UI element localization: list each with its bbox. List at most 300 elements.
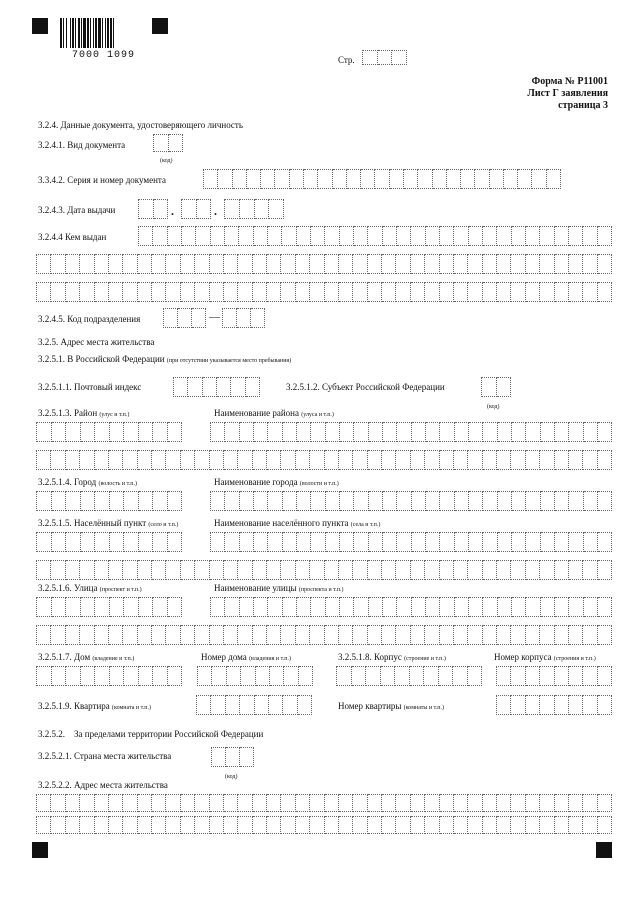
char-cell[interactable]: [483, 532, 497, 552]
char-cell[interactable]: [382, 625, 396, 645]
char-cell[interactable]: [225, 597, 239, 617]
char-cell[interactable]: [583, 282, 597, 302]
char-cell[interactable]: [224, 450, 238, 470]
char-cell[interactable]: [81, 422, 96, 442]
char-cell[interactable]: [497, 282, 511, 302]
char-cell[interactable]: [404, 169, 418, 189]
char-cell[interactable]: [224, 560, 238, 580]
char-cell[interactable]: [426, 597, 440, 617]
char-cell[interactable]: [439, 666, 454, 686]
char-cell[interactable]: [411, 794, 425, 812]
char-cell[interactable]: [283, 532, 297, 552]
char-cell[interactable]: [225, 491, 239, 511]
char-cell[interactable]: [598, 532, 612, 552]
char-cell[interactable]: [354, 597, 368, 617]
char-cell[interactable]: [498, 532, 512, 552]
char-cell[interactable]: [153, 134, 169, 152]
char-cell[interactable]: [139, 666, 154, 686]
char-cell[interactable]: [138, 282, 152, 302]
char-cell[interactable]: [110, 666, 125, 686]
char-cell[interactable]: [95, 666, 110, 686]
char-cell[interactable]: [240, 422, 254, 442]
char-cell[interactable]: [496, 695, 511, 715]
char-cell[interactable]: [454, 450, 468, 470]
doc-series-number-field[interactable]: [203, 169, 561, 189]
char-cell[interactable]: [296, 816, 310, 834]
char-cell[interactable]: [182, 226, 196, 246]
char-cell[interactable]: [218, 169, 232, 189]
char-cell[interactable]: [95, 794, 109, 812]
char-cell[interactable]: [318, 169, 332, 189]
char-cell[interactable]: [51, 794, 65, 812]
char-cell[interactable]: [425, 450, 439, 470]
char-cell[interactable]: [511, 625, 525, 645]
char-cell[interactable]: [397, 422, 411, 442]
char-cell[interactable]: [109, 560, 123, 580]
char-cell[interactable]: [469, 532, 483, 552]
char-cell[interactable]: [598, 422, 612, 442]
char-cell[interactable]: [227, 666, 241, 686]
char-cell[interactable]: [366, 666, 381, 686]
char-cell[interactable]: [469, 597, 483, 617]
char-cell[interactable]: [124, 491, 139, 511]
char-cell[interactable]: [52, 491, 67, 511]
char-cell[interactable]: [238, 254, 252, 274]
char-cell[interactable]: [454, 282, 468, 302]
char-cell[interactable]: [468, 450, 482, 470]
char-cell[interactable]: [51, 816, 65, 834]
char-cell[interactable]: [281, 794, 295, 812]
char-cell[interactable]: [197, 199, 212, 219]
char-cell[interactable]: [169, 134, 184, 152]
char-cell[interactable]: [411, 625, 425, 645]
char-cell[interactable]: [326, 491, 340, 511]
char-cell[interactable]: [311, 597, 325, 617]
char-cell[interactable]: [284, 666, 298, 686]
char-cell[interactable]: [166, 450, 180, 470]
char-cell[interactable]: [197, 666, 212, 686]
char-cell[interactable]: [540, 226, 554, 246]
char-cell[interactable]: [455, 532, 469, 552]
char-cell[interactable]: [518, 169, 532, 189]
char-cell[interactable]: [253, 450, 267, 470]
char-cell[interactable]: [481, 377, 497, 397]
char-cell[interactable]: [540, 695, 554, 715]
char-cell[interactable]: [139, 422, 154, 442]
char-cell[interactable]: [267, 794, 281, 812]
char-cell[interactable]: [238, 625, 252, 645]
char-cell[interactable]: [66, 532, 81, 552]
char-cell[interactable]: [298, 695, 312, 715]
char-cell[interactable]: [168, 597, 183, 617]
char-cell[interactable]: [36, 560, 51, 580]
char-cell[interactable]: [498, 422, 512, 442]
char-cell[interactable]: [569, 532, 583, 552]
char-cell[interactable]: [339, 254, 353, 274]
char-cell[interactable]: [512, 532, 526, 552]
char-cell[interactable]: [511, 794, 525, 812]
char-cell[interactable]: [181, 816, 195, 834]
char-cell[interactable]: [598, 695, 612, 715]
char-cell[interactable]: [210, 254, 224, 274]
char-cell[interactable]: [440, 282, 454, 302]
char-cell[interactable]: [569, 666, 583, 686]
char-cell[interactable]: [210, 816, 224, 834]
char-cell[interactable]: [475, 169, 489, 189]
char-cell[interactable]: [181, 560, 195, 580]
char-cell[interactable]: [455, 491, 469, 511]
char-cell[interactable]: [526, 625, 540, 645]
char-cell[interactable]: [138, 199, 154, 219]
char-cell[interactable]: [225, 422, 239, 442]
char-cell[interactable]: [109, 450, 123, 470]
char-cell[interactable]: [555, 625, 569, 645]
district-type-field[interactable]: [36, 422, 182, 442]
char-cell[interactable]: [281, 254, 295, 274]
char-cell[interactable]: [255, 199, 270, 219]
char-cell[interactable]: [124, 666, 139, 686]
char-cell[interactable]: [347, 169, 361, 189]
char-cell[interactable]: [412, 491, 426, 511]
char-cell[interactable]: [447, 169, 461, 189]
char-cell[interactable]: [526, 282, 540, 302]
char-cell[interactable]: [310, 625, 324, 645]
char-cell[interactable]: [339, 282, 353, 302]
char-cell[interactable]: [299, 666, 313, 686]
char-cell[interactable]: [210, 794, 224, 812]
region-code-field[interactable]: [481, 377, 511, 397]
char-cell[interactable]: [483, 254, 497, 274]
char-cell[interactable]: [426, 226, 440, 246]
char-cell[interactable]: [168, 666, 183, 686]
char-cell[interactable]: [290, 169, 304, 189]
char-cell[interactable]: [36, 794, 51, 812]
char-cell[interactable]: [541, 422, 555, 442]
char-cell[interactable]: [267, 450, 281, 470]
char-cell[interactable]: [468, 625, 482, 645]
char-cell[interactable]: [381, 666, 396, 686]
char-cell[interactable]: [498, 491, 512, 511]
char-cell[interactable]: [36, 666, 52, 686]
char-cell[interactable]: [440, 597, 454, 617]
char-cell[interactable]: [425, 625, 439, 645]
char-cell[interactable]: [440, 422, 454, 442]
char-cell[interactable]: [353, 625, 367, 645]
char-cell[interactable]: [138, 816, 152, 834]
char-cell[interactable]: [440, 450, 454, 470]
char-cell[interactable]: [547, 169, 561, 189]
char-cell[interactable]: [253, 816, 267, 834]
char-cell[interactable]: [540, 560, 554, 580]
char-cell[interactable]: [51, 282, 65, 302]
char-cell[interactable]: [540, 254, 554, 274]
char-cell[interactable]: [80, 816, 94, 834]
char-cell[interactable]: [296, 450, 310, 470]
char-cell[interactable]: [368, 254, 382, 274]
char-cell[interactable]: [224, 794, 238, 812]
char-cell[interactable]: [497, 254, 511, 274]
postal-code-field[interactable]: [173, 377, 260, 397]
char-cell[interactable]: [583, 695, 597, 715]
char-cell[interactable]: [583, 625, 597, 645]
char-cell[interactable]: [66, 491, 81, 511]
char-cell[interactable]: [268, 422, 282, 442]
char-cell[interactable]: [269, 695, 283, 715]
char-cell[interactable]: [569, 560, 583, 580]
char-cell[interactable]: [326, 597, 340, 617]
char-cell[interactable]: [440, 254, 454, 274]
char-cell[interactable]: [410, 666, 425, 686]
char-cell[interactable]: [110, 597, 125, 617]
char-cell[interactable]: [238, 794, 252, 812]
char-cell[interactable]: [224, 199, 240, 219]
char-cell[interactable]: [412, 532, 426, 552]
char-cell[interactable]: [152, 254, 166, 274]
char-cell[interactable]: [253, 560, 267, 580]
char-cell[interactable]: [526, 491, 540, 511]
char-cell[interactable]: [211, 695, 225, 715]
char-cell[interactable]: [181, 625, 195, 645]
char-cell[interactable]: [353, 254, 367, 274]
street-type-field[interactable]: [36, 597, 182, 617]
char-cell[interactable]: [468, 666, 483, 686]
char-cell[interactable]: [540, 794, 554, 812]
char-cell[interactable]: [325, 625, 339, 645]
char-cell[interactable]: [340, 491, 354, 511]
char-cell[interactable]: [268, 532, 282, 552]
char-cell[interactable]: [396, 625, 410, 645]
issue-day-field[interactable]: [138, 199, 168, 219]
char-cell[interactable]: [440, 532, 454, 552]
char-cell[interactable]: [555, 560, 569, 580]
char-cell[interactable]: [425, 254, 439, 274]
char-cell[interactable]: [411, 254, 425, 274]
char-cell[interactable]: [95, 254, 109, 274]
char-cell[interactable]: [95, 625, 109, 645]
char-cell[interactable]: [224, 625, 238, 645]
char-cell[interactable]: [598, 666, 612, 686]
char-cell[interactable]: [212, 666, 226, 686]
char-cell[interactable]: [109, 254, 123, 274]
char-cell[interactable]: [353, 794, 367, 812]
char-cell[interactable]: [526, 666, 540, 686]
char-cell[interactable]: [426, 422, 440, 442]
char-cell[interactable]: [297, 491, 311, 511]
char-cell[interactable]: [95, 560, 109, 580]
char-cell[interactable]: [124, 532, 139, 552]
char-cell[interactable]: [310, 282, 324, 302]
char-cell[interactable]: [283, 491, 297, 511]
char-cell[interactable]: [583, 666, 597, 686]
char-cell[interactable]: [95, 282, 109, 302]
char-cell[interactable]: [469, 226, 483, 246]
char-cell[interactable]: [66, 450, 80, 470]
char-cell[interactable]: [424, 666, 439, 686]
char-cell[interactable]: [526, 450, 540, 470]
char-cell[interactable]: [326, 532, 340, 552]
char-cell[interactable]: [240, 491, 254, 511]
char-cell[interactable]: [412, 597, 426, 617]
char-cell[interactable]: [425, 816, 439, 834]
char-cell[interactable]: [541, 532, 555, 552]
char-cell[interactable]: [310, 816, 324, 834]
char-cell[interactable]: [269, 199, 284, 219]
char-cell[interactable]: [397, 491, 411, 511]
char-cell[interactable]: [124, 422, 139, 442]
char-cell[interactable]: [36, 254, 51, 274]
char-cell[interactable]: [541, 597, 555, 617]
char-cell[interactable]: [211, 747, 226, 767]
char-cell[interactable]: [173, 377, 188, 397]
char-cell[interactable]: [203, 169, 218, 189]
char-cell[interactable]: [411, 816, 425, 834]
char-cell[interactable]: [168, 491, 183, 511]
char-cell[interactable]: [369, 422, 383, 442]
char-cell[interactable]: [396, 450, 410, 470]
char-cell[interactable]: [211, 226, 225, 246]
char-cell[interactable]: [153, 666, 168, 686]
char-cell[interactable]: [555, 597, 569, 617]
char-cell[interactable]: [181, 282, 195, 302]
char-cell[interactable]: [81, 491, 96, 511]
char-cell[interactable]: [526, 226, 540, 246]
char-cell[interactable]: [281, 450, 295, 470]
char-cell[interactable]: [283, 422, 297, 442]
char-cell[interactable]: [296, 254, 310, 274]
char-cell[interactable]: [195, 282, 209, 302]
char-cell[interactable]: [168, 226, 182, 246]
issued-by-field-line-1[interactable]: [138, 226, 612, 246]
char-cell[interactable]: [353, 282, 367, 302]
char-cell[interactable]: [195, 625, 209, 645]
char-cell[interactable]: [254, 532, 268, 552]
char-cell[interactable]: [238, 282, 252, 302]
char-cell[interactable]: [396, 794, 410, 812]
char-cell[interactable]: [382, 816, 396, 834]
char-cell[interactable]: [325, 560, 339, 580]
char-cell[interactable]: [569, 422, 583, 442]
char-cell[interactable]: [81, 532, 96, 552]
char-cell[interactable]: [325, 450, 339, 470]
char-cell[interactable]: [540, 816, 554, 834]
char-cell[interactable]: [281, 282, 295, 302]
char-cell[interactable]: [396, 560, 410, 580]
char-cell[interactable]: [382, 794, 396, 812]
char-cell[interactable]: [511, 560, 525, 580]
char-cell[interactable]: [325, 254, 339, 274]
char-cell[interactable]: [233, 169, 247, 189]
char-cell[interactable]: [412, 422, 426, 442]
char-cell[interactable]: [540, 450, 554, 470]
char-cell[interactable]: [569, 625, 583, 645]
char-cell[interactable]: [52, 597, 67, 617]
char-cell[interactable]: [540, 282, 554, 302]
char-cell[interactable]: [483, 491, 497, 511]
char-cell[interactable]: [195, 254, 209, 274]
char-cell[interactable]: [310, 254, 324, 274]
char-cell[interactable]: [168, 532, 183, 552]
char-cell[interactable]: [540, 666, 554, 686]
char-cell[interactable]: [483, 597, 497, 617]
char-cell[interactable]: [246, 377, 260, 397]
char-cell[interactable]: [426, 491, 440, 511]
char-cell[interactable]: [325, 794, 339, 812]
char-cell[interactable]: [555, 816, 569, 834]
char-cell[interactable]: [598, 226, 612, 246]
char-cell[interactable]: [555, 422, 569, 442]
city-type-field[interactable]: [36, 491, 182, 511]
char-cell[interactable]: [311, 491, 325, 511]
char-cell[interactable]: [340, 532, 354, 552]
char-cell[interactable]: [511, 666, 525, 686]
char-cell[interactable]: [526, 597, 540, 617]
char-cell[interactable]: [584, 532, 598, 552]
house-number-field[interactable]: [197, 666, 313, 686]
char-cell[interactable]: [210, 491, 225, 511]
char-cell[interactable]: [296, 560, 310, 580]
char-cell[interactable]: [267, 816, 281, 834]
char-cell[interactable]: [584, 597, 598, 617]
char-cell[interactable]: [138, 560, 152, 580]
char-cell[interactable]: [497, 625, 511, 645]
char-cell[interactable]: [95, 597, 110, 617]
char-cell[interactable]: [598, 816, 612, 834]
char-cell[interactable]: [461, 169, 475, 189]
char-cell[interactable]: [181, 794, 195, 812]
char-cell[interactable]: [368, 625, 382, 645]
char-cell[interactable]: [541, 491, 555, 511]
street-name-field-line-1[interactable]: [210, 597, 612, 617]
char-cell[interactable]: [225, 226, 239, 246]
char-cell[interactable]: [483, 560, 497, 580]
char-cell[interactable]: [311, 422, 325, 442]
char-cell[interactable]: [490, 169, 504, 189]
char-cell[interactable]: [340, 597, 354, 617]
char-cell[interactable]: [368, 450, 382, 470]
char-cell[interactable]: [224, 254, 238, 274]
char-cell[interactable]: [325, 282, 339, 302]
subdivision-code-part-1[interactable]: [163, 308, 206, 328]
char-cell[interactable]: [80, 282, 94, 302]
char-cell[interactable]: [138, 254, 152, 274]
char-cell[interactable]: [153, 491, 168, 511]
char-cell[interactable]: [51, 450, 65, 470]
char-cell[interactable]: [267, 282, 281, 302]
char-cell[interactable]: [66, 816, 80, 834]
doc-type-field[interactable]: [153, 134, 183, 152]
char-cell[interactable]: [440, 794, 454, 812]
char-cell[interactable]: [310, 560, 324, 580]
char-cell[interactable]: [36, 282, 51, 302]
foreign-address-field-line-1[interactable]: [36, 794, 612, 812]
char-cell[interactable]: [353, 450, 367, 470]
char-cell[interactable]: [497, 794, 511, 812]
char-cell[interactable]: [109, 625, 123, 645]
char-cell[interactable]: [411, 560, 425, 580]
char-cell[interactable]: [425, 560, 439, 580]
char-cell[interactable]: [297, 597, 311, 617]
char-cell[interactable]: [210, 625, 224, 645]
char-cell[interactable]: [396, 282, 410, 302]
char-cell[interactable]: [361, 169, 375, 189]
char-cell[interactable]: [469, 491, 483, 511]
char-cell[interactable]: [382, 254, 396, 274]
char-cell[interactable]: [532, 169, 546, 189]
char-cell[interactable]: [353, 816, 367, 834]
char-cell[interactable]: [153, 532, 168, 552]
page-number-field[interactable]: [362, 50, 407, 65]
char-cell[interactable]: [511, 254, 525, 274]
